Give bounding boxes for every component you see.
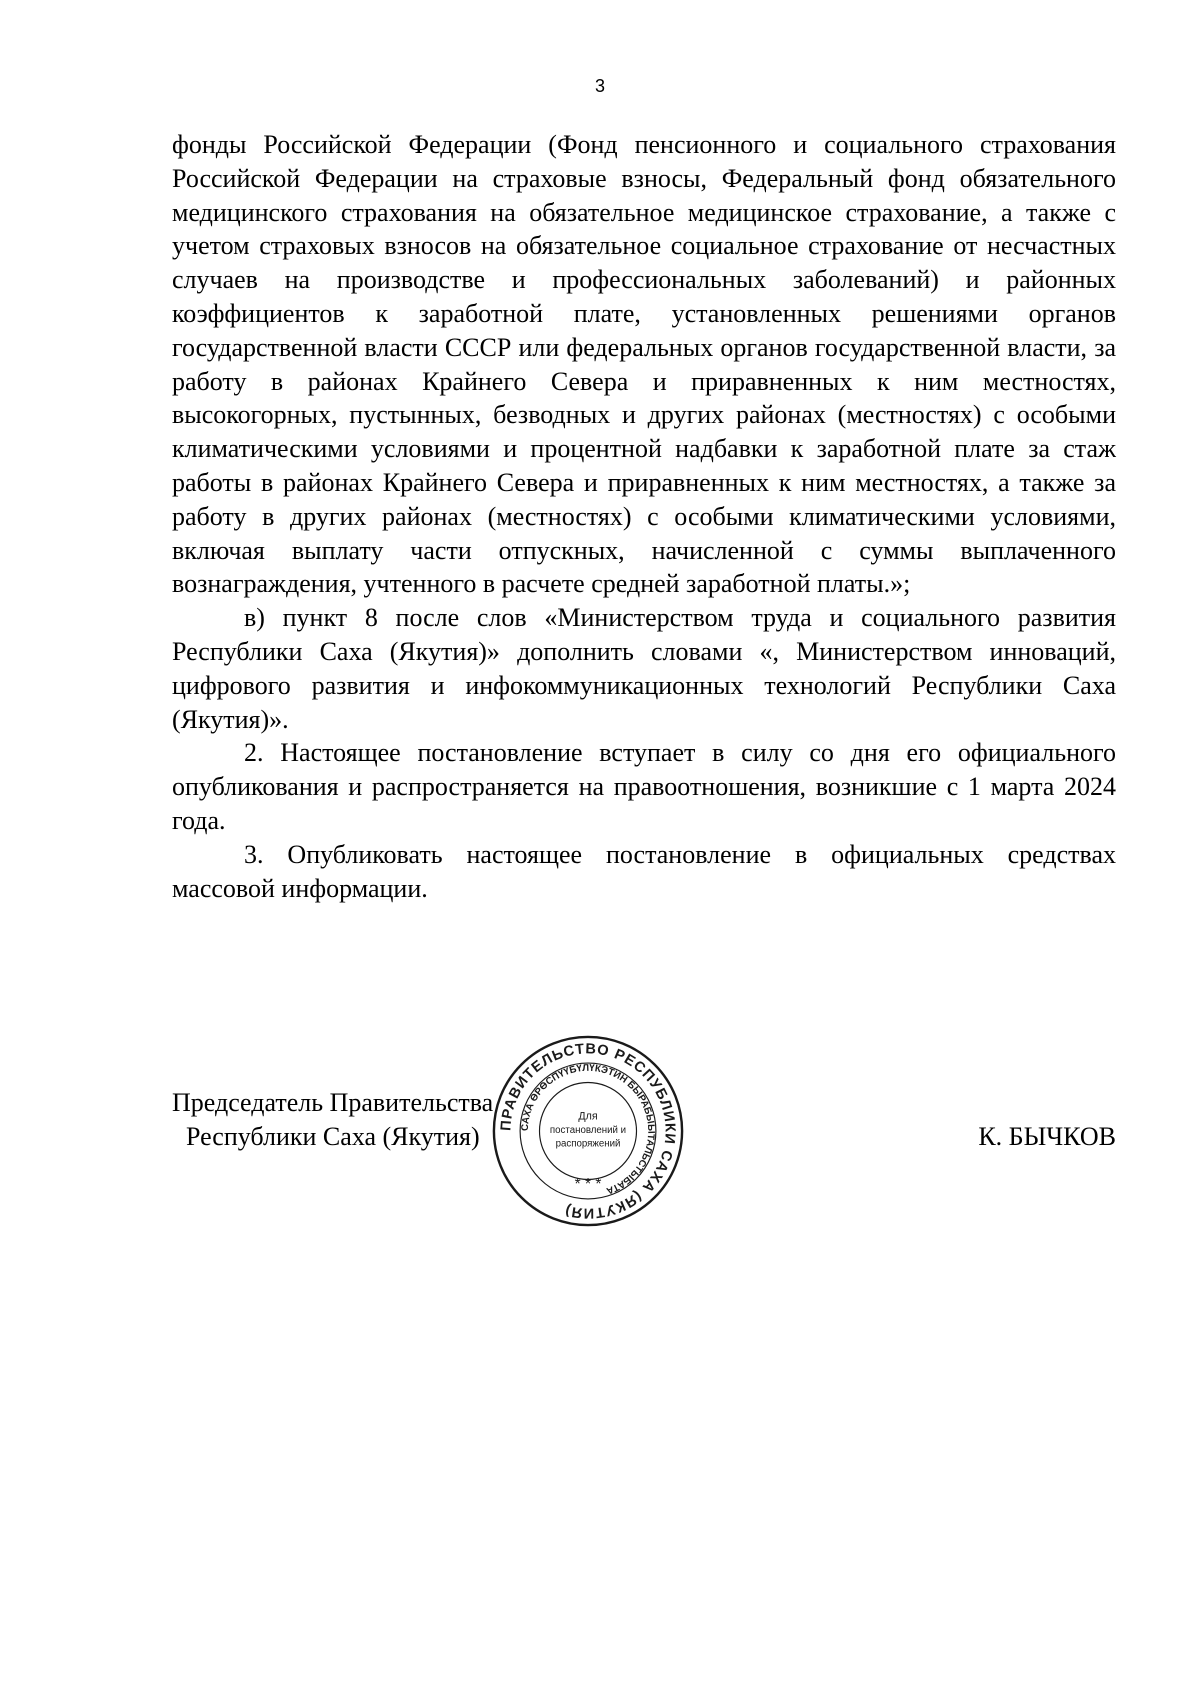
seal-center-line1: Для: [578, 1110, 598, 1123]
document-body: [172, 128, 1116, 905]
seal-outer-text: ПРАВИТЕЛЬСТВО РЕСПУБЛИКИ САХА (ЯКУТИЯ): [498, 1041, 678, 1221]
paragraph-continuation: фонды Российской Федерации (Фонд пенсионного и социального страхования Российской Федерации на страховые взносы, Федеральный фонд обязательного медицинского страхования на обязательное медицинское страхование, а также с учетом страховых взносов на обязательное социальное страхование от несчастных случаев на производстве и профессиональных заболеваний) и районных коэффициентов к заработной плате, установленных решениями органов государственной власти СССР или федеральных органов государственной власти, за работу в районах Крайнего Севера и приравненных к ним местностях, высокогорных, пустынных, безводных и других районах (местностях) с особыми климатическими условиями и процентной надбавки к заработной плате за стаж работы в районах Крайнего Севера и приравненных к ним местностях, а также за работу в других районах (местностях) с особыми климатическими условиями, включая выплату части отпускных, начисленной с суммы выплаченного вознаграждения, учтенного в расчете средней заработной платы.»;: [172, 130, 1116, 599]
signatory-position-line1: Председатель Правительства: [172, 1088, 494, 1117]
seal-center-line3: распоряжений: [555, 1138, 621, 1150]
seal-inner-text: САХА ӨРӨСПҮҮБҮЛҮКЭТИН БЫРАБЫЫТАЛЬСТЫБАТА: [519, 1062, 657, 1197]
official-seal: [491, 1034, 685, 1228]
signature-block: [172, 1086, 493, 1154]
paragraph-item-v: в) пункт 8 после слов «Министерством труда и социального развития Республики Саха (Якутия)» дополнить словами «, Министерством инноваций, цифрового развития и инфокоммуникационных технологий Республики Саха (Якутия)».: [172, 603, 1116, 734]
page-number: 3: [594, 76, 605, 96]
seal-stars: * * *: [574, 1176, 602, 1194]
paragraph-item-2: 2. Настоящее постановление вступает в силу со дня его официального опубликования и распространяется на правоотношения, возникшие с 1 марта 2024 года.: [172, 738, 1116, 835]
seal-center-line2: постановлений и: [549, 1124, 627, 1136]
paragraph-item-3: 3. Опубликовать настоящее постановление в официальных средствах массовой информации.: [172, 839, 1116, 903]
signatory-name: К. БЫЧКОВ: [978, 1122, 1116, 1151]
signatory-position-line2: Республики Саха (Якутия): [186, 1122, 480, 1151]
